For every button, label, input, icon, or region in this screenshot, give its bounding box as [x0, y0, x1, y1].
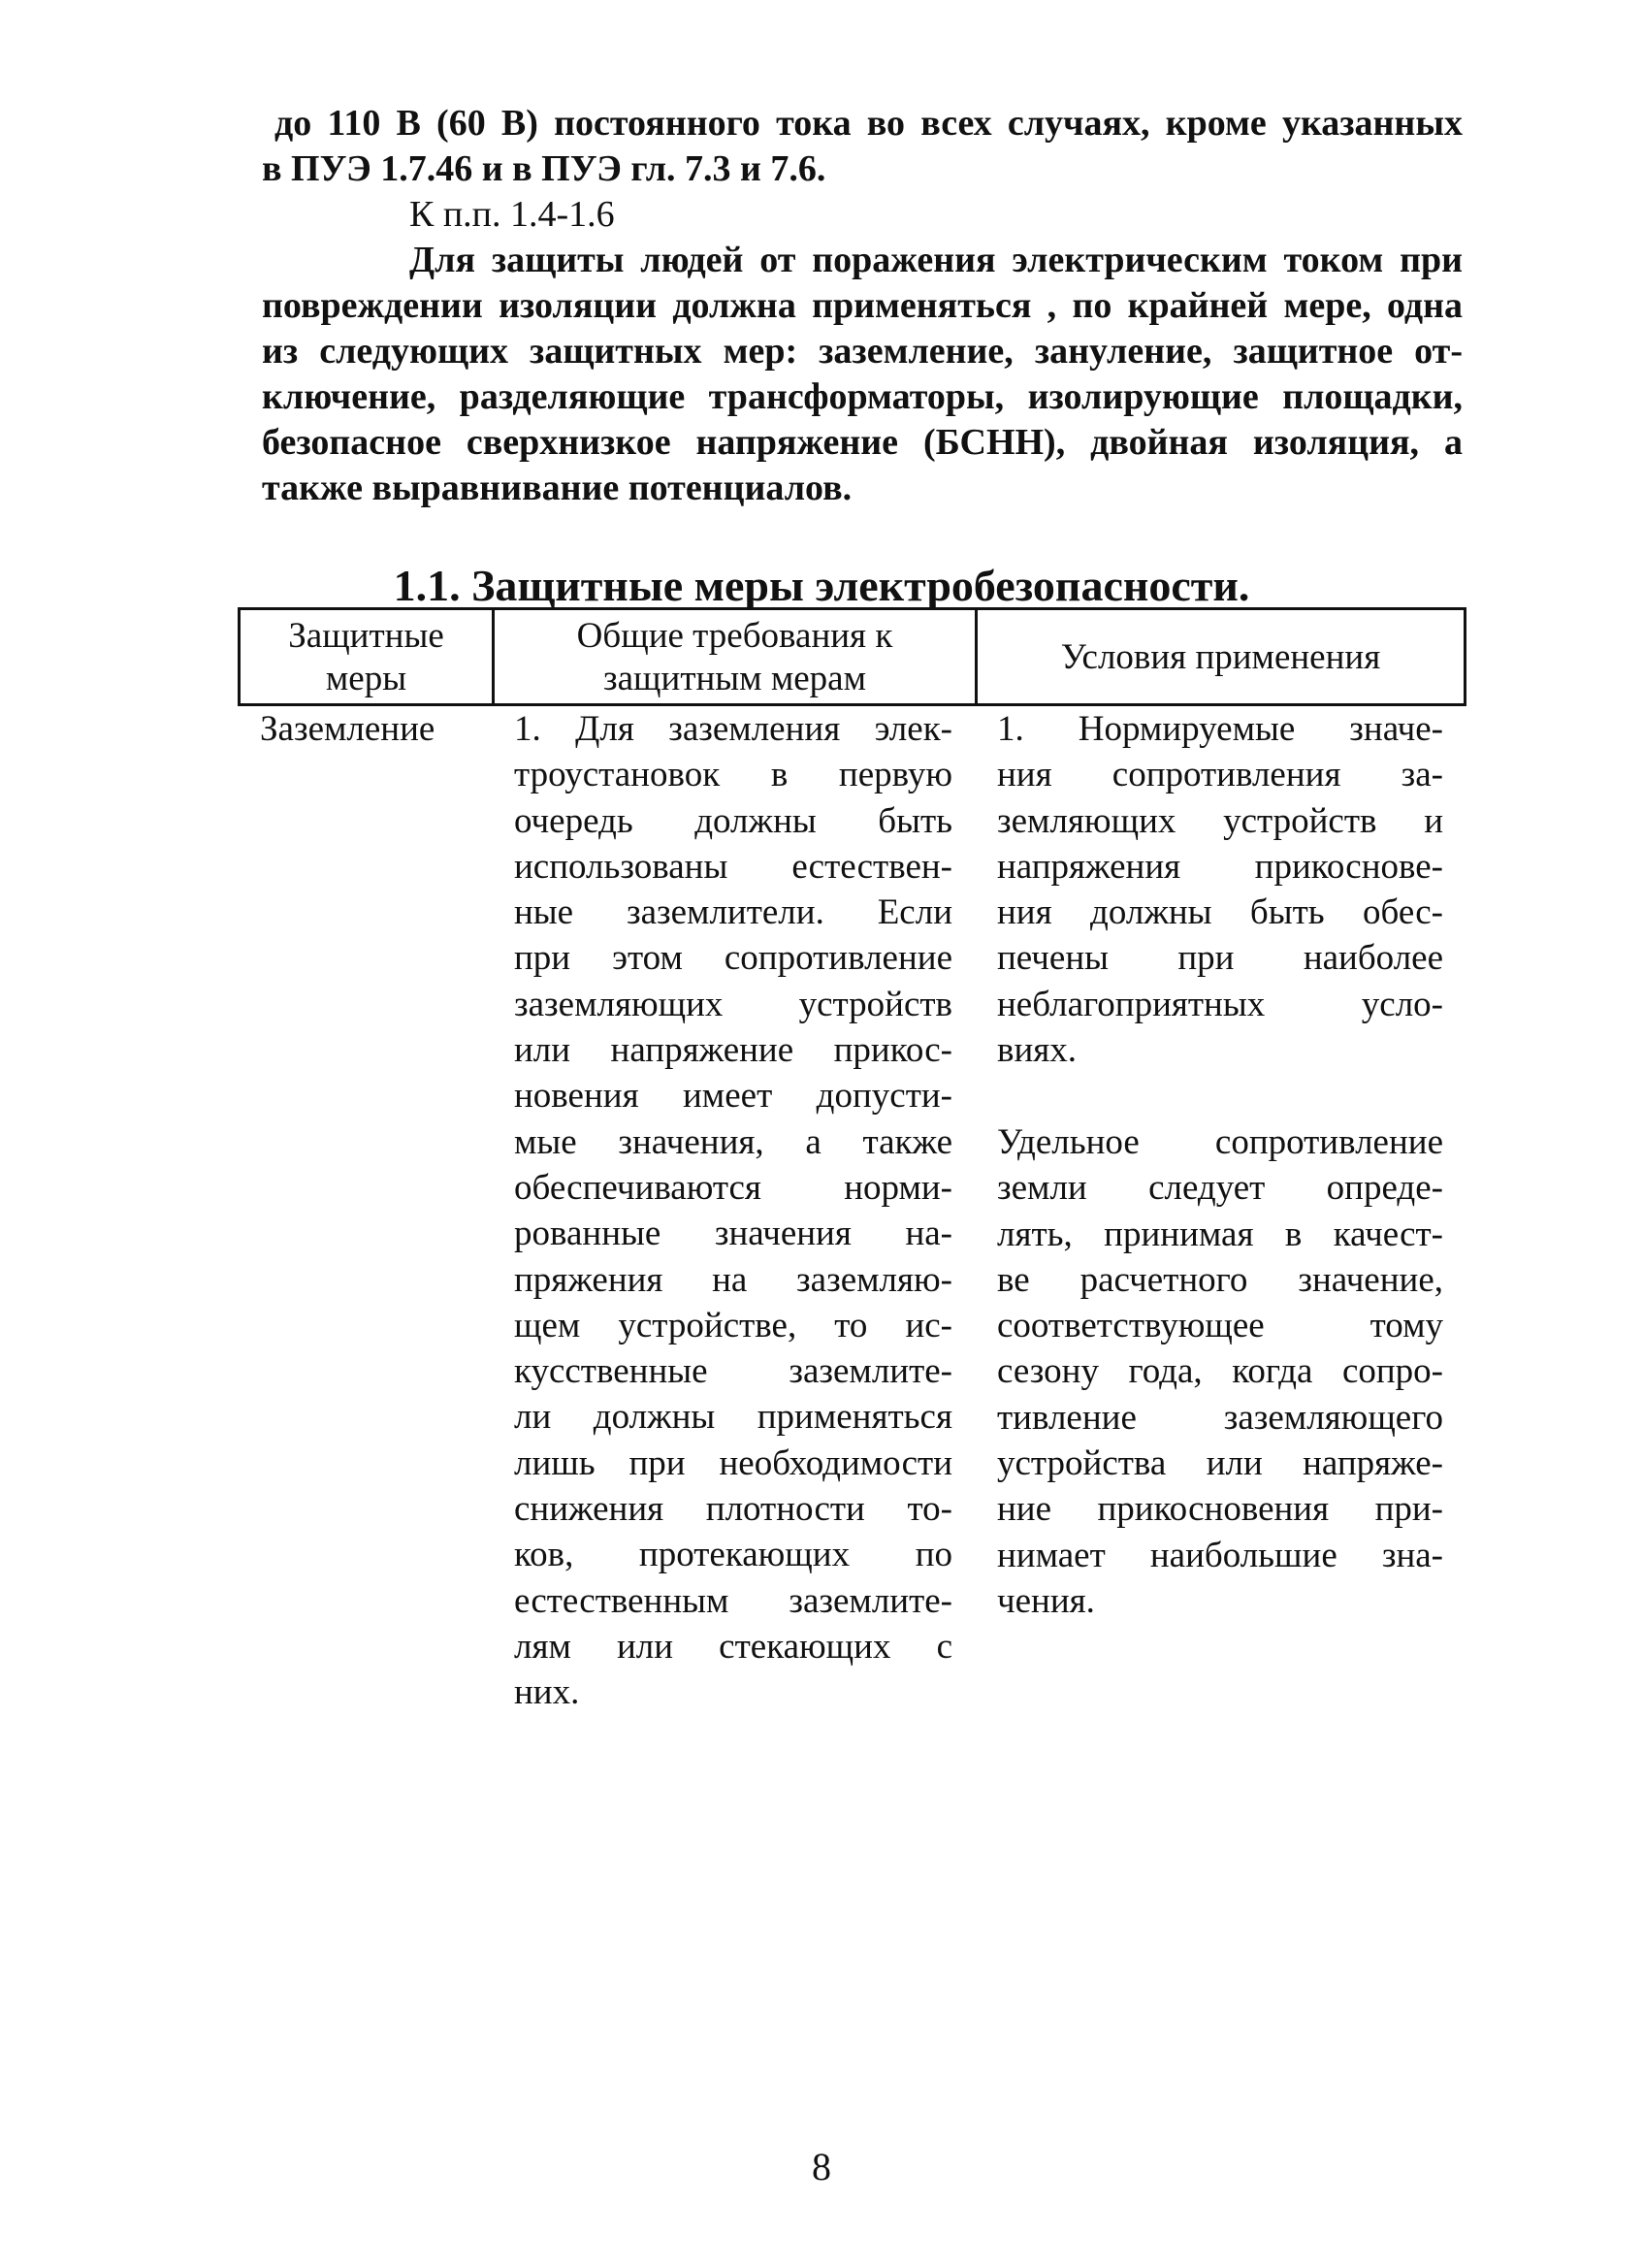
- requirements-line: ли должны применяться: [514, 1397, 952, 1438]
- header-requirements-line-2: защитным мерам: [603, 659, 866, 698]
- conditions-1-line: напряжения прикоснове-: [997, 846, 1443, 887]
- requirements-line: естественным заземлите-: [514, 1580, 952, 1621]
- para-line-3: из следующих защитных мер: заземление, зануление, защитное от-: [262, 331, 1463, 372]
- header-measures-line-1: Защитные: [288, 616, 444, 656]
- conditions-2-line: устройства или напряже-: [997, 1443, 1443, 1484]
- header-requirements: [492, 615, 978, 700]
- conditions-1-line: ния должны быть обес-: [997, 892, 1443, 933]
- requirements-line: пряжения на заземляю-: [514, 1259, 952, 1300]
- requirements-line: рованные значения на-: [514, 1214, 952, 1254]
- conditions-2-line: ние прикосновения при-: [997, 1489, 1443, 1530]
- requirements-line: кусственные заземлите-: [514, 1351, 952, 1392]
- requirements-column: [514, 706, 952, 1716]
- header-requirements-line-1: Общие требования к: [576, 616, 893, 656]
- measure-cell: Заземление: [260, 709, 435, 749]
- intro-line-2: в ПУЭ 1.7.46 и в ПУЭ гл. 7.3 и 7.6.: [262, 148, 826, 189]
- header-measures: [238, 615, 495, 700]
- conditions-1-line: 1. Нормируемые значе-: [997, 709, 1443, 749]
- requirements-line: обеспечиваются норми-: [514, 1167, 952, 1208]
- conditions-column-1: [997, 706, 1443, 1073]
- header-measures-line-2: меры: [325, 659, 407, 698]
- conditions-1-line: виях.: [997, 1030, 1078, 1071]
- intro-line-1: до 110 В (60 В) постоянного тока во всех случаях, кроме указанных: [274, 103, 1463, 144]
- requirements-line: новения имеет допусти-: [514, 1076, 952, 1117]
- requirements-line: заземляющих устройств: [514, 984, 952, 1024]
- para-line-1: Для защиты людей от поражения электрическим током при: [409, 240, 1463, 280]
- requirements-line: них.: [514, 1672, 580, 1713]
- requirements-line: при этом сопротивление: [514, 938, 952, 979]
- requirements-line: использованы естествен-: [514, 846, 952, 887]
- conditions-2-line: соответствующее тому: [997, 1306, 1443, 1346]
- requirements-line: мые значения, а также: [514, 1121, 952, 1162]
- para-line-2: повреждении изоляции должна применяться , по крайней мере, одна: [262, 285, 1463, 326]
- conditions-2-line: нимает наибольшие зна-: [997, 1535, 1443, 1575]
- requirements-line: лям или стекающих с: [514, 1626, 952, 1667]
- header-conditions: [975, 636, 1466, 679]
- requirements-line: 1. Для заземления элек-: [514, 709, 952, 749]
- section-ref: К п.п. 1.4-1.6: [409, 194, 615, 235]
- para-line-5: безопасное сверхнизкое напряжение (БСНН), двойная изоляция, а: [262, 422, 1463, 463]
- conditions-column-2: [997, 1119, 1443, 1624]
- conditions-2-line: ве расчетного значение,: [997, 1259, 1443, 1300]
- conditions-2-line: Удельное сопротивление: [997, 1122, 1443, 1162]
- header-conditions-line-1: Условия применения: [1060, 637, 1381, 677]
- requirements-line: снижения плотности то-: [514, 1489, 952, 1530]
- conditions-1-line: земляющих устройств и: [997, 800, 1443, 841]
- conditions-2-line: лять, принимая в качест-: [997, 1214, 1443, 1254]
- conditions-1-line: ния сопротивления за-: [997, 755, 1443, 795]
- para-line-4: ключение, разделяющие трансформаторы, изолирующие площадки,: [262, 376, 1463, 417]
- requirements-line: ные заземлители. Если: [514, 892, 952, 933]
- conditions-1-line: печены при наиболее: [997, 938, 1443, 979]
- conditions-2-line: сезону года, когда сопро-: [997, 1351, 1443, 1392]
- conditions-1-line: неблагоприятных усло-: [997, 984, 1443, 1024]
- table-title: 1.1. Защитные меры электробезопасности.: [393, 561, 1250, 610]
- para-line-6: также выравнивание потенциалов.: [262, 468, 853, 508]
- conditions-2-line: чения.: [997, 1580, 1095, 1621]
- requirements-line: ков, протекающих по: [514, 1535, 952, 1575]
- requirements-line: или напряжение прикос-: [514, 1030, 952, 1071]
- requirements-line: троустановок в первую: [514, 755, 952, 795]
- requirements-line: лишь при необходимости: [514, 1442, 952, 1483]
- requirements-line: очередь должны быть: [514, 800, 952, 841]
- conditions-2-line: тивление заземляющего: [997, 1397, 1443, 1438]
- conditions-2-line: земли следует опреде-: [997, 1168, 1443, 1209]
- requirements-line: щем устройстве, то ис-: [514, 1305, 952, 1345]
- page-number: 8: [812, 2145, 831, 2188]
